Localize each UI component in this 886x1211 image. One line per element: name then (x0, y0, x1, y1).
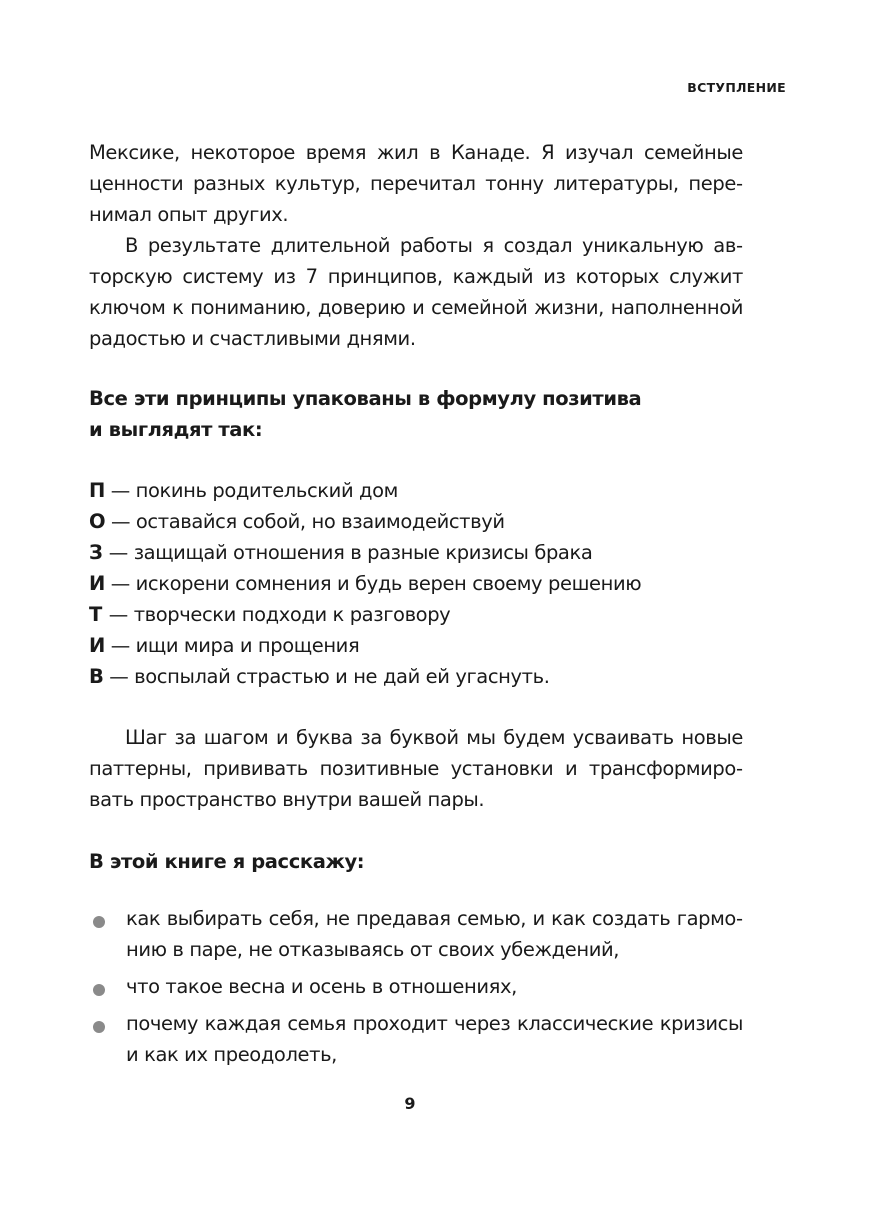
formula-text: — оставайся собой, но взаимодействуй (105, 510, 505, 533)
formula-heading (89, 383, 743, 445)
formula-item (89, 630, 749, 661)
formula-item (89, 506, 749, 537)
book-heading: В этой книге я расскажу: (89, 850, 365, 873)
bullet-dot-icon (93, 1021, 105, 1033)
list-item (89, 971, 743, 1002)
list-item (89, 903, 743, 965)
bullet-text: как выбирать себя, не предавая семью, и как создать гармонию в паре, не отказываясь от своих убеждений, (126, 907, 743, 961)
formula-text: — ищи мира и прощения (104, 634, 360, 657)
formula-heading-line-2: и выглядят так: (89, 418, 263, 441)
formula-letter: В (89, 665, 104, 688)
formula-item (89, 599, 749, 630)
formula-item (89, 568, 749, 599)
step-paragraph: Шаг за шагом и буква за буквой мы будем усваивать новые паттерны, прививать позитивные установки и трансформировать пространство внутри вашей пары. (89, 726, 743, 811)
formula-text: — защищай отношения в разные кризисы брака (103, 541, 593, 564)
formula-letter: Т (89, 603, 102, 626)
running-head: ВСТУПЛЕНИЕ (687, 80, 786, 95)
intro-paragraph-1: Мексике, некоторое время жил в Канаде. Я изучал семейные ценности разных культур, перечитал тонну литературы, перенимал опыт других. (89, 141, 743, 226)
bullet-dot-icon (93, 916, 105, 928)
intro-paragraph-2: В результате длительной работы я создал уникальную авторскую систему из 7 принципов, каждый из которых служит ключом к пониманию, доверию и семейной жизни, наполненной радостью и счастливыми днями. (89, 234, 743, 350)
bullet-text: почему каждая семья проходит через классические кризисы и как их преодолеть, (126, 1012, 743, 1066)
formula-text: — искорени сомнения и будь верен своему решению (104, 572, 642, 595)
bullet-dot-icon (93, 984, 105, 996)
formula-letter: О (89, 510, 106, 533)
formula-item (89, 475, 749, 506)
formula-text: — покинь родительский дом (104, 479, 398, 502)
formula-heading-line-1: Все эти принципы упакованы в формулу позитива (89, 387, 642, 410)
formula-letter: П (89, 479, 105, 502)
step-section (89, 722, 743, 815)
formula-item (89, 537, 749, 568)
bullet-list (89, 903, 743, 1070)
formula-item (89, 661, 749, 692)
formula-text: — воспылай страстью и не дай ей угаснуть. (103, 665, 550, 688)
formula-letter: З (89, 541, 103, 564)
page-number: 9 (404, 1094, 416, 1113)
list-item (89, 1008, 743, 1070)
bullet-text: что такое весна и осень в отношениях, (126, 975, 517, 998)
formula-letter: И (89, 572, 105, 595)
formula-text: — творчески подходи к разговору (103, 603, 451, 626)
intro-section (89, 137, 743, 354)
formula-letter: И (89, 634, 105, 657)
formula-list (89, 475, 749, 692)
